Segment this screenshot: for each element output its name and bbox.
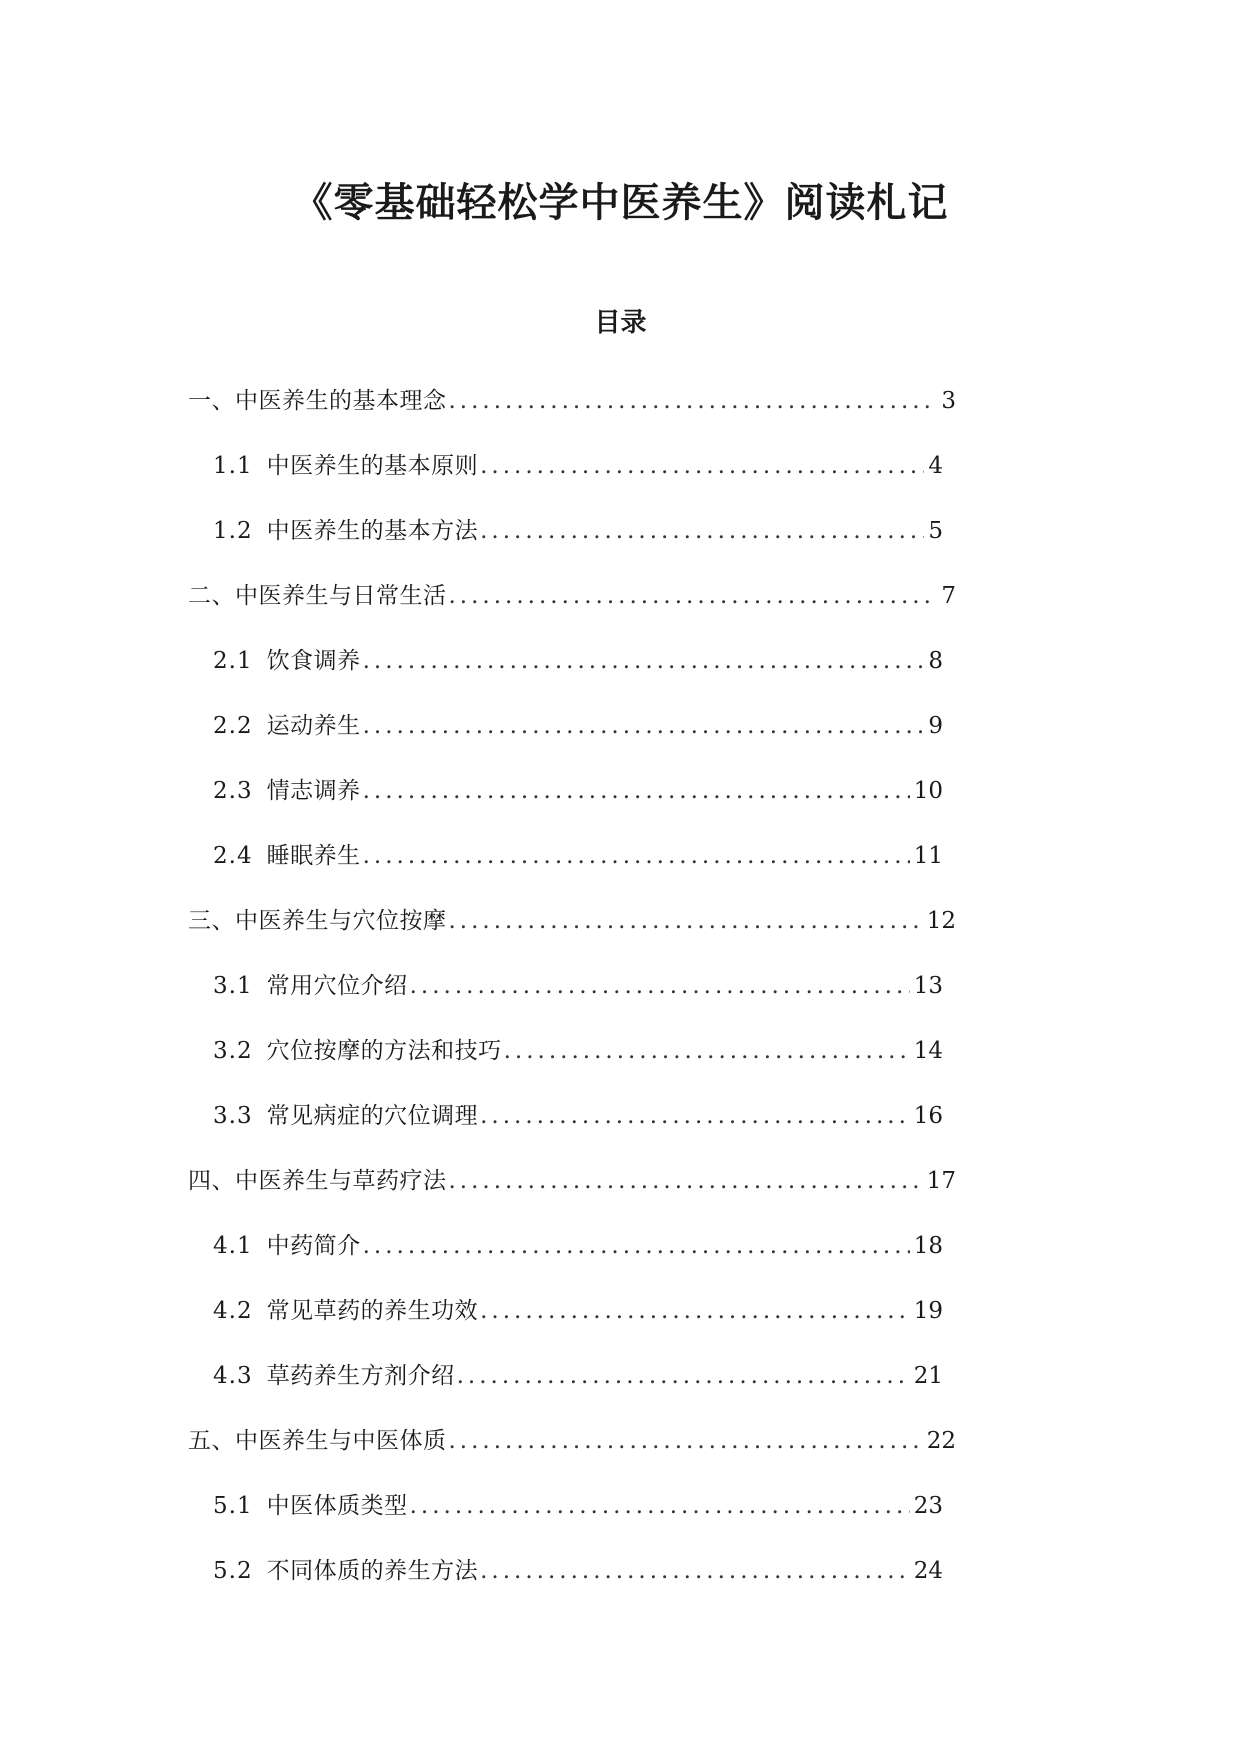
toc-page-number: 3 — [941, 388, 956, 414]
toc-dot-leader — [457, 1358, 910, 1394]
toc-entry-title: 中医养生的基本原则 — [266, 453, 479, 479]
table-of-contents — [0, 383, 1241, 1618]
toc-section-entry[interactable] — [0, 1293, 1241, 1358]
toc-page-number: 19 — [913, 1298, 943, 1324]
toc-row — [213, 708, 943, 744]
toc-chapter-entry[interactable] — [0, 1163, 1241, 1228]
toc-section-entry[interactable] — [0, 513, 1241, 578]
toc-section-entry[interactable] — [0, 643, 1241, 708]
toc-dot-leader — [480, 1293, 910, 1329]
toc-page-number: 22 — [926, 1428, 956, 1454]
toc-page-number: 12 — [926, 908, 956, 934]
toc-entry-title: 情志调养 — [266, 778, 361, 804]
toc-page-number: 24 — [913, 1558, 943, 1584]
toc-entry-title: 饮食调养 — [266, 648, 361, 674]
toc-dot-leader — [410, 1488, 910, 1524]
toc-row — [213, 1098, 943, 1134]
toc-entry-title: 中药简介 — [266, 1233, 361, 1259]
toc-row — [213, 643, 943, 679]
toc-section-entry[interactable] — [0, 838, 1241, 903]
toc-page-number: 21 — [913, 1363, 943, 1389]
toc-page-number: 11 — [913, 843, 943, 869]
toc-dot-leader — [480, 448, 924, 484]
toc-row — [188, 903, 956, 939]
toc-dot-leader — [410, 968, 910, 1004]
toc-section-number: 4.3 — [213, 1363, 253, 1389]
toc-page-number: 5 — [928, 518, 943, 544]
toc-page-number: 17 — [926, 1168, 956, 1194]
toc-section-number: 4.2 — [213, 1298, 253, 1324]
toc-section-entry[interactable] — [0, 968, 1241, 1033]
toc-row — [188, 1163, 956, 1199]
toc-entry-title: 运动养生 — [266, 713, 361, 739]
toc-section-number: 1.2 — [213, 518, 253, 544]
toc-section-number: 2.2 — [213, 713, 253, 739]
toc-entry-title: 常见病症的穴位调理 — [266, 1103, 479, 1129]
toc-entry-title: 穴位按摩的方法和技巧 — [266, 1038, 502, 1064]
toc-page-number: 23 — [913, 1493, 943, 1519]
toc-entry-title: 常见草药的养生功效 — [266, 1298, 479, 1324]
toc-dot-leader — [504, 1033, 910, 1069]
toc-page-number: 14 — [913, 1038, 943, 1064]
toc-section-entry[interactable] — [0, 773, 1241, 838]
toc-page-number: 9 — [928, 713, 943, 739]
toc-dot-leader — [449, 1163, 923, 1199]
toc-row — [213, 1228, 943, 1264]
toc-section-number: 5.1 — [213, 1493, 253, 1519]
toc-section-entry[interactable] — [0, 708, 1241, 773]
toc-section-number: 5.2 — [213, 1558, 253, 1584]
toc-dot-leader — [449, 578, 938, 614]
toc-section-number: 3.2 — [213, 1038, 253, 1064]
toc-entry-title: 常用穴位介绍 — [266, 973, 408, 999]
toc-page-number: 10 — [913, 778, 943, 804]
toc-row — [213, 1488, 943, 1524]
toc-entry-title: 二、中医养生与日常生活 — [188, 583, 447, 609]
toc-section-entry[interactable] — [0, 448, 1241, 513]
toc-page-number: 4 — [928, 453, 943, 479]
toc-section-number: 4.1 — [213, 1233, 253, 1259]
toc-row — [213, 1358, 943, 1394]
toc-section-number: 1.1 — [213, 453, 253, 479]
toc-row — [213, 1033, 943, 1069]
toc-entry-title: 三、中医养生与穴位按摩 — [188, 908, 447, 934]
toc-dot-leader — [363, 708, 925, 744]
toc-dot-leader — [449, 383, 938, 419]
toc-page-number: 7 — [941, 583, 956, 609]
toc-entry-title: 不同体质的养生方法 — [266, 1558, 479, 1584]
toc-section-number: 2.3 — [213, 778, 253, 804]
toc-section-entry[interactable] — [0, 1098, 1241, 1163]
toc-dot-leader — [363, 773, 910, 809]
toc-section-entry[interactable] — [0, 1228, 1241, 1293]
toc-row — [188, 383, 956, 419]
toc-section-number: 2.1 — [213, 648, 253, 674]
toc-heading: 目录 — [594, 307, 647, 338]
toc-row — [213, 773, 943, 809]
toc-row — [213, 1293, 943, 1329]
toc-section-entry[interactable] — [0, 1358, 1241, 1423]
toc-entry-title: 五、中医养生与中医体质 — [188, 1428, 447, 1454]
document-title: 《零基础轻松学中医养生》阅读札记 — [292, 178, 949, 226]
toc-section-number: 3.1 — [213, 973, 253, 999]
toc-dot-leader — [449, 1423, 923, 1459]
toc-entry-title: 睡眠养生 — [266, 843, 361, 869]
toc-chapter-entry[interactable] — [0, 383, 1241, 448]
toc-row — [188, 1423, 956, 1459]
toc-row — [213, 838, 943, 874]
toc-page-number: 13 — [913, 973, 943, 999]
toc-row — [213, 448, 943, 484]
toc-entry-title: 草药养生方剂介绍 — [266, 1363, 455, 1389]
toc-dot-leader — [363, 1228, 910, 1264]
toc-dot-leader — [363, 643, 925, 679]
toc-dot-leader — [449, 903, 923, 939]
toc-entry-title: 中医体质类型 — [266, 1493, 408, 1519]
toc-chapter-entry[interactable] — [0, 578, 1241, 643]
toc-dot-leader — [363, 838, 910, 874]
toc-entry-title: 四、中医养生与草药疗法 — [188, 1168, 447, 1194]
toc-row — [188, 578, 956, 614]
toc-chapter-entry[interactable] — [0, 903, 1241, 968]
toc-row — [213, 513, 943, 549]
toc-row — [213, 968, 943, 1004]
toc-section-number: 2.4 — [213, 843, 253, 869]
toc-chapter-entry[interactable] — [0, 1423, 1241, 1488]
toc-row — [213, 1553, 943, 1589]
toc-section-entry[interactable] — [0, 1033, 1241, 1098]
toc-entry-title: 一、中医养生的基本理念 — [188, 388, 447, 414]
toc-page-number: 16 — [913, 1103, 943, 1129]
toc-entry-title: 中医养生的基本方法 — [266, 518, 479, 544]
toc-dot-leader — [480, 1553, 910, 1589]
toc-section-number: 3.3 — [213, 1103, 253, 1129]
toc-dot-leader — [480, 1098, 910, 1134]
toc-page-number: 18 — [913, 1233, 943, 1259]
toc-section-entry[interactable] — [0, 1488, 1241, 1553]
toc-dot-leader — [480, 513, 924, 549]
toc-section-entry[interactable] — [0, 1553, 1241, 1618]
toc-page-number: 8 — [928, 648, 943, 674]
